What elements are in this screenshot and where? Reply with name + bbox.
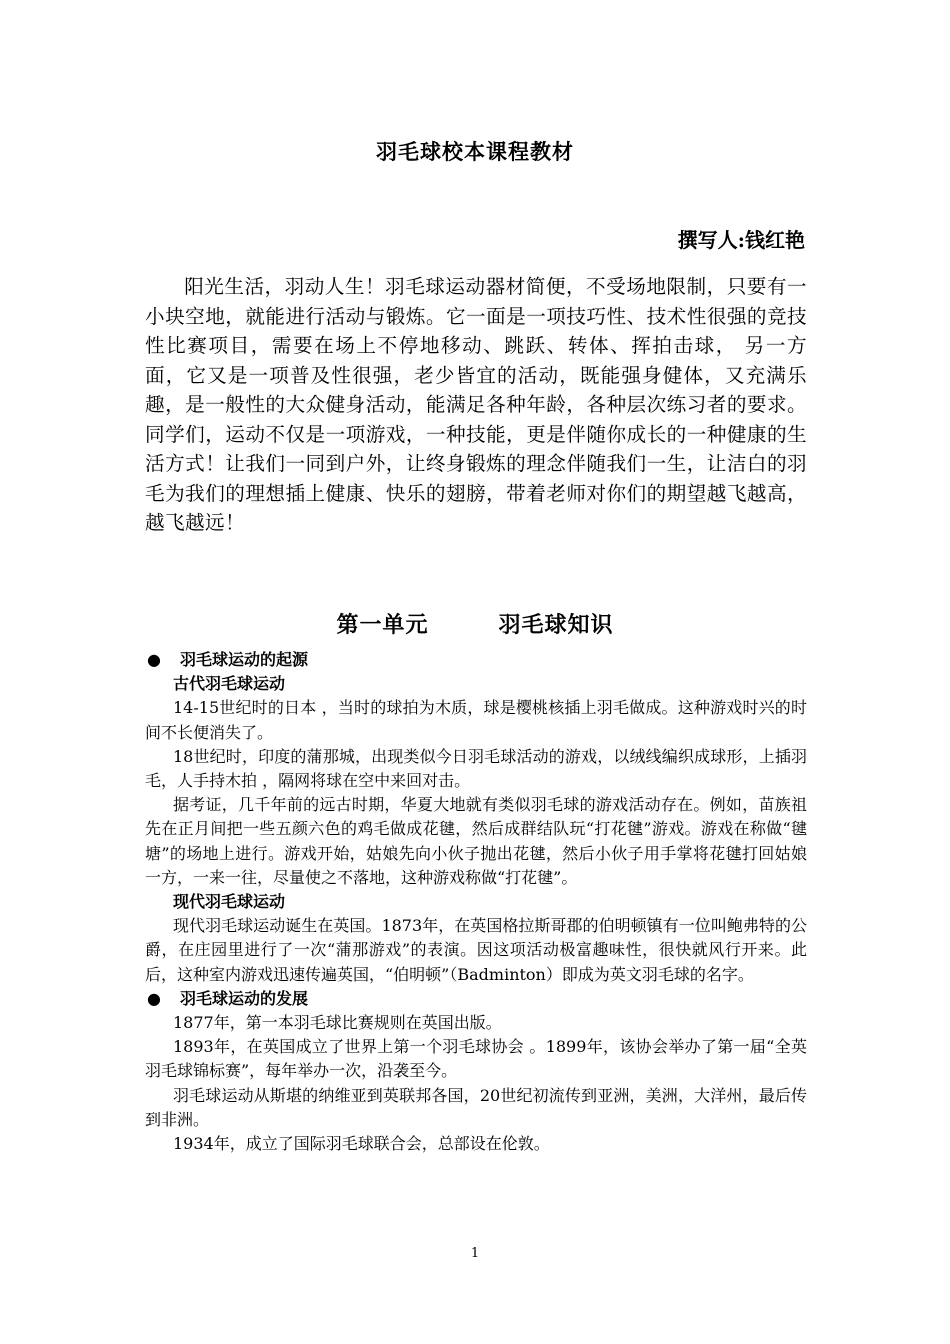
bullet-icon: ●: [147, 650, 161, 669]
intro-paragraph: [145, 272, 807, 538]
section-heading-origin: [145, 648, 807, 672]
bullet-icon: ●: [147, 988, 161, 1008]
paragraph: 1877年，第一本羽毛球比赛规则在英国出版。: [173, 1013, 502, 1033]
paragraph: 14-15世纪时的日本 ，当时的球拍为木质，球是樱桃核插上羽毛做成。这种游戏时兴的时间不长便消失了。: [145, 698, 807, 742]
subheading-modern: 现代羽毛球运动: [173, 892, 286, 912]
section-heading-text: 羽毛球运动的起源: [180, 650, 309, 669]
subheading-ancient: 古代羽毛球运动: [173, 674, 286, 694]
paragraph: 1893年，在英国成立了世界上第一个羽毛球协会 。1899年，该协会举办了第一届“全英羽毛球锦标赛”，每年举办一次，沿袭至今。: [145, 1037, 807, 1081]
paragraph: 18世纪时，印度的蒲那城，出现类似今日羽毛球活动的游戏，以绒线编织成球形，上插羽毛，人手持木拍 ，隔网将球在空中来回对击。: [145, 746, 807, 791]
document-title: 羽毛球校本课程教材: [376, 139, 574, 164]
unit-name: 羽毛球知识: [498, 612, 614, 638]
paragraph: 现代羽毛球运动诞生在英国。1873年，在英国格拉斯哥郡的伯明顿镇有一位叫鲍弗特的公爵，在庄园里进行了一次“蒲那游戏”的表演。因这项活动极富趣味性，很快就风行开来。此后，这种室内游戏迅速传遍英国，“伯明顿”（Badminton）即成为英文羽毛球的名字。: [145, 916, 807, 984]
author-line: 撰写人:钱红艳: [677, 228, 805, 252]
paragraph: 羽毛球运动从斯堪的纳维亚到英联邦各国，20世纪初流传到亚洲，美洲，大洋州，最后传到非洲。: [145, 1085, 807, 1129]
paragraph: 1934年，成立了国际羽毛球联合会，总部设在伦敦。: [173, 1134, 550, 1154]
unit-label: 第一单元: [336, 612, 429, 638]
section-heading-development: [145, 987, 807, 1011]
unit-title: [0, 608, 950, 639]
intro-text: 阳光生活，羽动人生！羽毛球运动器材简便，不受场地限制，只要有一小块空地，就能进行活动与锻炼。它一面是一项技巧性、技术性很强的竞技性比赛项目，需要在场上不停地移动、跳跃、转体、挥拍击球， 另一方面，它又是一项普及性很强，老少皆宜的活动，既能强身健体，又充满乐趣，是一般性的大众健身活动，能满足各种年龄，各种层次练习者的要求。同学们，运动不仅是一项游戏，一种技能，更是伴随你成长的一种健康的生活方式！让我们一同到户外，让终身锻炼的理念伴随我们一生，让洁白的羽毛为我们的理想插上健康、快乐的翅膀，带着老师对你们的期望越飞越高，越飞越远！: [145, 275, 807, 534]
unit-content: [145, 648, 807, 1156]
paragraph: 据考证，几千年前的远古时期，华夏大地就有类似羽毛球的游戏活动存在。例如，苗族祖先在正月间把一些五颜六色的鸡毛做成花毽，然后成群结队玩“打花毽”游戏。游戏在称做“毽塘”的场地上进行。游戏开始，姑娘先向小伙子抛出花毽，然后小伙子用手掌将花毽打回姑娘一方，一来一往，尽量使之不落地，这种游戏称做“打花毽”。: [145, 795, 807, 887]
page-number: 1: [470, 1246, 480, 1261]
section-heading-text: 羽毛球运动的发展: [180, 988, 309, 1008]
